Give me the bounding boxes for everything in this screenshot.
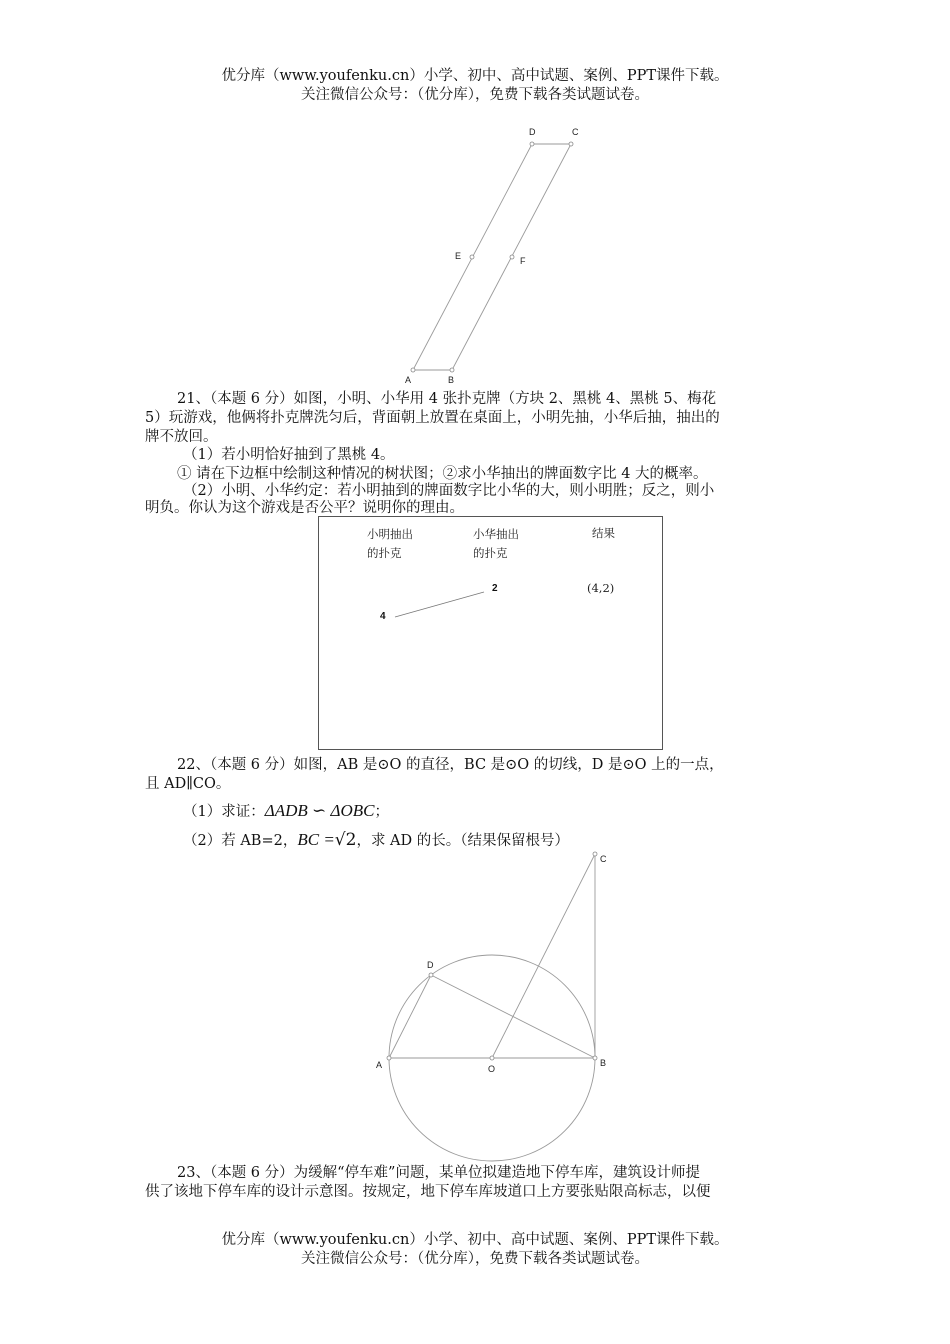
point-f [510, 255, 514, 259]
segment-db [431, 975, 595, 1058]
segment-oc [492, 854, 595, 1058]
tree-col1-line2: 的扑克 [367, 546, 402, 560]
q21-part-1: （1）若小明恰好抽到了黑桃 4。 [183, 447, 395, 463]
label-d: D [529, 127, 536, 137]
footer-line-1: 优分库（www.youfenku.cn）小学、初中、高中试题、案例、PPT课件下载。 [221, 1232, 729, 1248]
q22-bc-radical: √2 [334, 830, 357, 850]
q21-line-2: 5）玩游戏，他俩将扑克牌洗匀后，背面朝上放置在桌面上，小明先抽，小华后抽，抽出的 [145, 410, 720, 426]
point-a2 [387, 1056, 391, 1060]
label-a2: A [376, 1060, 383, 1070]
label-b2: B [600, 1058, 607, 1068]
q23-line-2: 供了该地下停车库的设计示意图。按规定，地下停车库坡道口上方要张贴限高标志，以便 [145, 1184, 711, 1200]
point-b2 [593, 1056, 597, 1060]
tree-col3-header: 结果 [592, 526, 615, 540]
q21-part-1b: ① 请在下边框中绘制这种情况的树状图；②求小华抽出的牌面数字比 4 大的概率。 [177, 466, 708, 482]
tree-branch-lines [319, 517, 662, 749]
label-c2: C [600, 854, 607, 864]
header-line-2: 关注微信公众号：（优分库），免费下载各类试题试卷。 [301, 87, 649, 103]
tree-diagram-box [318, 516, 663, 750]
q22-part-1 [183, 801, 389, 822]
label-e: E [455, 251, 462, 261]
point-a [411, 368, 415, 372]
label-d2: D [427, 960, 434, 970]
footer-line-2: 关注微信公众号：（优分库），免费下载各类试题试卷。 [301, 1251, 649, 1267]
point-b [450, 368, 454, 372]
q22-part-2-suffix: ，求 AD 的长。（结果保留根号） [356, 833, 570, 849]
q22-part-1-suffix: ； [374, 804, 389, 820]
q22-line-2: 且 AD∥CO。 [145, 776, 231, 792]
label-b: B [448, 375, 455, 385]
tree-col2-line2: 的扑克 [473, 546, 508, 560]
tree-node-child: 2 [492, 583, 498, 594]
header-line-1: 优分库（www.youfenku.cn）小学、初中、高中试题、案例、PPT课件下载。 [221, 68, 729, 84]
tree-col2-line1: 小华抽出 [473, 527, 519, 541]
point-c [569, 142, 573, 146]
segment-ad [389, 975, 431, 1058]
label-a: A [405, 375, 412, 385]
parallelogram-figure [0, 0, 950, 400]
q22-part-1-prefix: （1）求证： [183, 804, 265, 820]
circle-o [389, 955, 595, 1161]
point-e [470, 255, 474, 259]
q22-bc-formula: BC = [297, 830, 335, 849]
tree-result: (4,2) [587, 581, 615, 595]
q21-part-2b: 明负。你认为这个游戏是否公平？说明你的理由。 [145, 500, 464, 516]
label-c: C [572, 127, 579, 137]
label-f: F [520, 256, 526, 266]
q21-line-3: 牌不放回。 [145, 429, 218, 445]
q22-similarity-formula: ΔADB ∽ ΔOBC [264, 801, 375, 820]
q21-line-1: 21、（本题 6 分）如图，小明、小华用 4 张扑克牌（方块 2、黑桃 4、黑桃 5、梅花 [177, 391, 717, 407]
point-d [530, 142, 534, 146]
label-o: O [488, 1064, 496, 1074]
q23-line-1: 23、（本题 6 分）为缓解“停车难”问题，某单位拟建造地下停车库，建筑设计师提 [177, 1165, 700, 1181]
q21-part-2a: （2）小明、小华约定：若小明抽到的牌面数字比小华的大，则小明胜；反之，则小 [183, 483, 715, 499]
q22-part-2-prefix: （2）若 AB=2， [183, 833, 298, 849]
tree-branch [395, 592, 484, 617]
point-c2 [593, 852, 597, 856]
tree-node-root: 4 [380, 611, 386, 622]
point-d2 [429, 973, 433, 977]
q22-part-2 [183, 830, 569, 851]
q22-line-1: 22、（本题 6 分）如图，AB 是⊙O 的直径，BC 是⊙O 的切线，D 是⊙O 上的一点， [177, 757, 724, 773]
point-o [490, 1056, 494, 1060]
tree-col1-line1: 小明抽出 [367, 527, 413, 541]
